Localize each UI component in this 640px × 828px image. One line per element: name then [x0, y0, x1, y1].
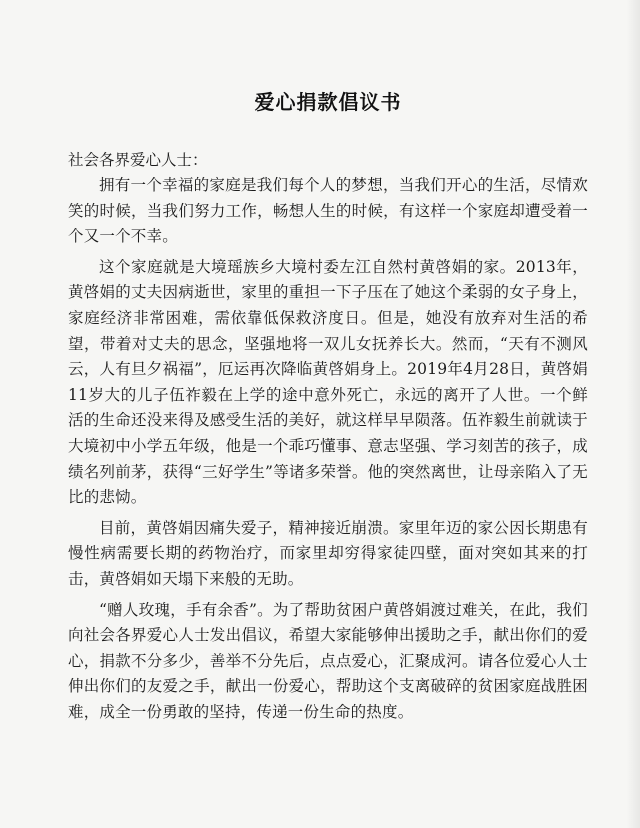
page-edge-shadow	[626, 0, 640, 828]
paragraph-1: 拥有一个幸福的家庭是我们每个人的梦想，当我们开心的生活，尽情欢笑的时候，当我们努力工作，畅想人生的时候，有这样一个家庭却遭受着一个又一个不幸。	[68, 176, 588, 246]
paragraph-2: 这个家庭就是大境瑶族乡大境村委左江自然村黄啓娟的家。2013年，黄啓娟的丈夫因病逝世，家里的重担一下子压在了她这个柔弱的女子身上，家庭经济非常困难，需依靠低保救济度日。但是，她没有放弃对生活的希望，带着对丈夫的思念，坚强地将一双儿女抚养长大。然而，“天有不测风云，人有旦夕祸福”，厄运再次降临黄啓娟身上。2019年4月28日，黄啓娟11岁大的儿子伍祚毅在上学的途中意外死亡，永远的离开了人世。一个鲜活的生命还没来得及感受生活的美好，就这样早早陨落。伍祚毅生前就读于大境初中小学五年级，他是一个乖巧懂事、意志坚强、学习刻苦的孩子，成绩名列前茅，获得“三好学生”等诸多荣誉。他的突然离世，让母亲陷入了无比的悲恸。	[68, 257, 588, 507]
salutation: 社会各界爱心人士：	[68, 151, 208, 169]
paragraph-4: “赠人玫瑰，手有余香”。为了帮助贫困户黄啓娟渡过难关，在此，我们向社会各界爱心人士发出倡议，希望大家能够伸出援助之手，献出你们的爱心，捐款不分多少，善举不分先后，点点爱心，汇聚成河。请各位爱心人士伸出你们的友爱之手，献出一份爱心，帮助这个支离破碎的贫困家庭战胜困难，成全一份勇敢的坚持，传递一份生命的热度。	[68, 600, 588, 721]
document-title: 爱心捐款倡议书	[254, 90, 402, 114]
paragraph-3: 目前，黄啓娟因痛失爱子，精神接近崩溃。家里年迈的家公因长期患有慢性病需要长期的药物治疗，而家里却穷得家徒四壁，面对突如其来的打击，黄啓娟如天塌下来般的无助。	[68, 518, 588, 588]
letter-body	[68, 86, 588, 730]
